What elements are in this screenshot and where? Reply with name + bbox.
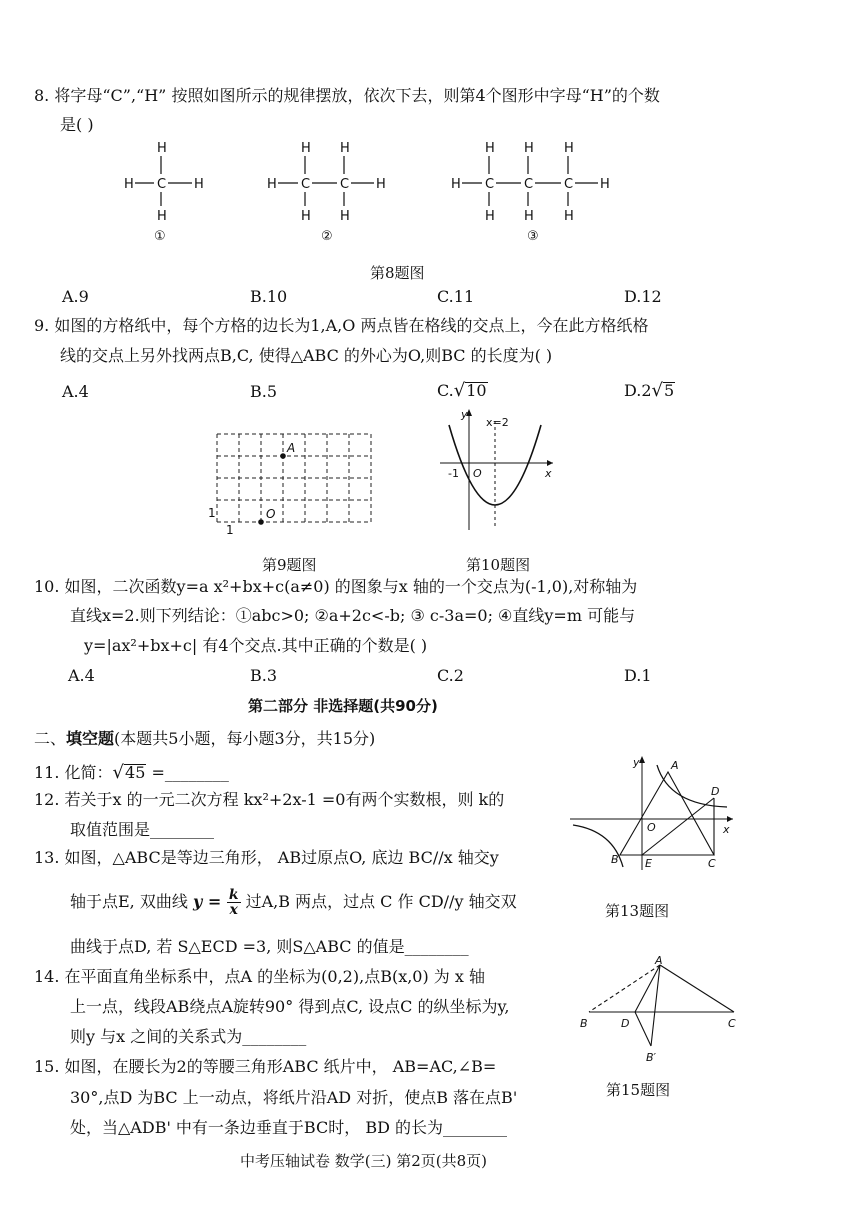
molecule-2 xyxy=(267,141,386,244)
atom-h: H xyxy=(267,177,277,192)
atom-c: C xyxy=(340,177,350,192)
atom-h: H xyxy=(301,141,311,156)
q9-option-d: D.2√5 xyxy=(624,380,675,401)
atom-h: H xyxy=(524,141,534,156)
hyperbola-formula: y = $\frac{k}{x}$ xyxy=(192,887,239,918)
label-b-prime: B′ xyxy=(646,1051,657,1064)
atom-h: H xyxy=(194,177,204,192)
label-o: O xyxy=(647,821,656,834)
atom-h: H xyxy=(524,209,534,224)
q15-text-line1: 15. 如图，在腰长为2的等腰三角形ABC 纸片中， AB=AC,∠B= xyxy=(34,1057,497,1076)
label-e: E xyxy=(645,857,652,870)
label-origin: O xyxy=(473,467,482,480)
atom-h: H xyxy=(451,177,461,192)
point-a xyxy=(280,453,286,459)
q8-text-line1: 8. 将字母“C”,“H” 按照如图所示的规律摆放，依次下去，则第4个图形中字母“H”的个数 xyxy=(34,86,660,105)
atom-c: C xyxy=(157,177,167,192)
q10-text-line2: 直线x=2.则下列结论：①abc>0; ②a+2c<-b; ③ c-3a=0; ④直线y=m 可能与 xyxy=(70,606,636,625)
q15-caption: 第15题图 xyxy=(606,1081,671,1099)
q10-caption: 第10题图 xyxy=(466,556,531,574)
point-o xyxy=(258,519,264,525)
q8-option-a: A.9 xyxy=(62,287,89,306)
q8-option-b: B.10 xyxy=(250,287,288,306)
q13-caption: 第13题图 xyxy=(605,902,670,920)
q15-text-line2: 30°,点D 为BC 上一动点，将纸片沿AD 对折，使点B 落在点B' xyxy=(70,1088,518,1107)
label-y: y xyxy=(461,408,468,421)
label-d: D xyxy=(621,1017,630,1030)
q15-figure xyxy=(575,955,745,1070)
q8-option-c: C.11 xyxy=(437,287,475,306)
label-a: A xyxy=(287,441,296,455)
q13-text-line1: 13. 如图，△ABC是等边三角形， AB过原点O, 底边 BC//x 轴交y xyxy=(34,848,499,867)
label-unit-left: 1 xyxy=(208,506,216,520)
q14-text-line1: 14. 在平面直角坐标系中，点A 的坐标为(0,2),点B(x,0) 为 x 轴 xyxy=(34,967,486,986)
label-a: A xyxy=(655,955,663,967)
q10-option-d: D.1 xyxy=(624,666,652,685)
molecule-1 xyxy=(124,141,204,244)
label-c: C xyxy=(708,857,716,870)
q10-parabola-figure xyxy=(435,405,560,535)
label-unit-bottom: 1 xyxy=(226,523,234,537)
label-d: D xyxy=(711,785,720,798)
atom-h: H xyxy=(376,177,386,192)
q8-option-d: D.12 xyxy=(624,287,662,306)
q11-text: 11. 化简：√45 =________ xyxy=(34,762,229,783)
atom-h: H xyxy=(340,141,350,156)
q9-option-a: A.4 xyxy=(62,382,89,401)
label-o: O xyxy=(266,507,276,521)
q12-text-line1: 12. 若关于x 的一元二次方程 kx²+2x-1 =0有两个实数根，则 k的 xyxy=(34,790,505,809)
atom-h: H xyxy=(600,177,610,192)
atom-c: C xyxy=(301,177,311,192)
q12-text-line2: 取值范围是________ xyxy=(70,820,215,839)
q9-option-b: B.5 xyxy=(250,382,278,401)
label-x: x xyxy=(545,467,552,480)
molecule-3 xyxy=(451,141,610,244)
atom-c: C xyxy=(564,177,574,192)
atom-h: H xyxy=(564,141,574,156)
atom-h: H xyxy=(564,209,574,224)
label-c: C xyxy=(728,1017,736,1030)
q10-text-line1: 10. 如图，二次函数y=a x²+bx+c(a≠0) 的图象与x 轴的一个交点为(-1,0),对称轴为 xyxy=(34,577,638,596)
atom-h: H xyxy=(340,209,350,224)
figure-label-1: ① xyxy=(154,229,166,244)
q14-text-line2: 上一点，线段AB绕点A旋转90° 得到点C, 设点C 的纵坐标为y, xyxy=(70,997,510,1016)
atom-h: H xyxy=(157,141,167,156)
q10-option-b: B.3 xyxy=(250,666,278,685)
atom-h: H xyxy=(157,209,167,224)
q10-option-a: A.4 xyxy=(68,666,95,685)
q9-grid-figure xyxy=(205,430,380,540)
q10-option-c: C.2 xyxy=(437,666,464,685)
part2-title: 第二部分 非选择题(共90分) xyxy=(248,697,438,715)
label-b: B xyxy=(580,1017,588,1030)
atom-h: H xyxy=(485,209,495,224)
q10-text-line3: y=|ax²+bx+c| 有4个交点.其中正确的个数是( ) xyxy=(84,636,428,655)
q13-text-line3: 曲线于点D, 若 S△ECD =3, 则S△ABC 的值是________ xyxy=(70,937,469,956)
atom-h: H xyxy=(301,209,311,224)
label-y: y xyxy=(633,756,640,769)
q8-molecule-figures xyxy=(110,138,630,248)
q8-text-line2: 是( ) xyxy=(60,115,94,134)
q14-text-line3: 则y 与x 之间的关系式为________ xyxy=(70,1027,307,1046)
q9-option-c: C.√10 xyxy=(437,380,487,401)
figure-label-2: ② xyxy=(321,229,333,244)
q15-text-line3: 处，当△ADB' 中有一条边垂直于BC时， BD 的长为________ xyxy=(70,1118,507,1137)
section-heading: 二、填空题(本题共5小题，每小题3分，共15分) xyxy=(34,729,376,748)
q13-text-line2: 轴于点E, 双曲线 y = $\frac{k}{x}$ 过A,B 两点，过点 C 作 CD//y 轴交双 xyxy=(70,887,517,918)
figure-label-3: ③ xyxy=(527,229,539,244)
q9-caption: 第9题图 xyxy=(262,556,317,574)
q9-text-line1: 9. 如图的方格纸中，每个方格的边长为1,A,O 两点皆在格线的交点上，今在此方格纸格 xyxy=(34,316,649,335)
label-x: x xyxy=(723,823,730,836)
atom-h: H xyxy=(124,177,134,192)
label-axis: x=2 xyxy=(486,416,509,429)
q8-caption: 第8题图 xyxy=(370,264,425,282)
q9-text-line2: 线的交点上另外找两点B,C, 使得△ABC 的外心为O,则BC 的长度为( ) xyxy=(60,346,553,365)
q13-figure xyxy=(565,755,740,875)
label-neg1: -1 xyxy=(448,467,459,480)
label-b: B xyxy=(611,853,619,866)
label-a: A xyxy=(671,759,679,772)
page-footer: 中考压轴试卷 数学(三) 第2页(共8页) xyxy=(240,1152,488,1170)
atom-h: H xyxy=(485,141,495,156)
atom-c: C xyxy=(524,177,534,192)
atom-c: C xyxy=(485,177,495,192)
